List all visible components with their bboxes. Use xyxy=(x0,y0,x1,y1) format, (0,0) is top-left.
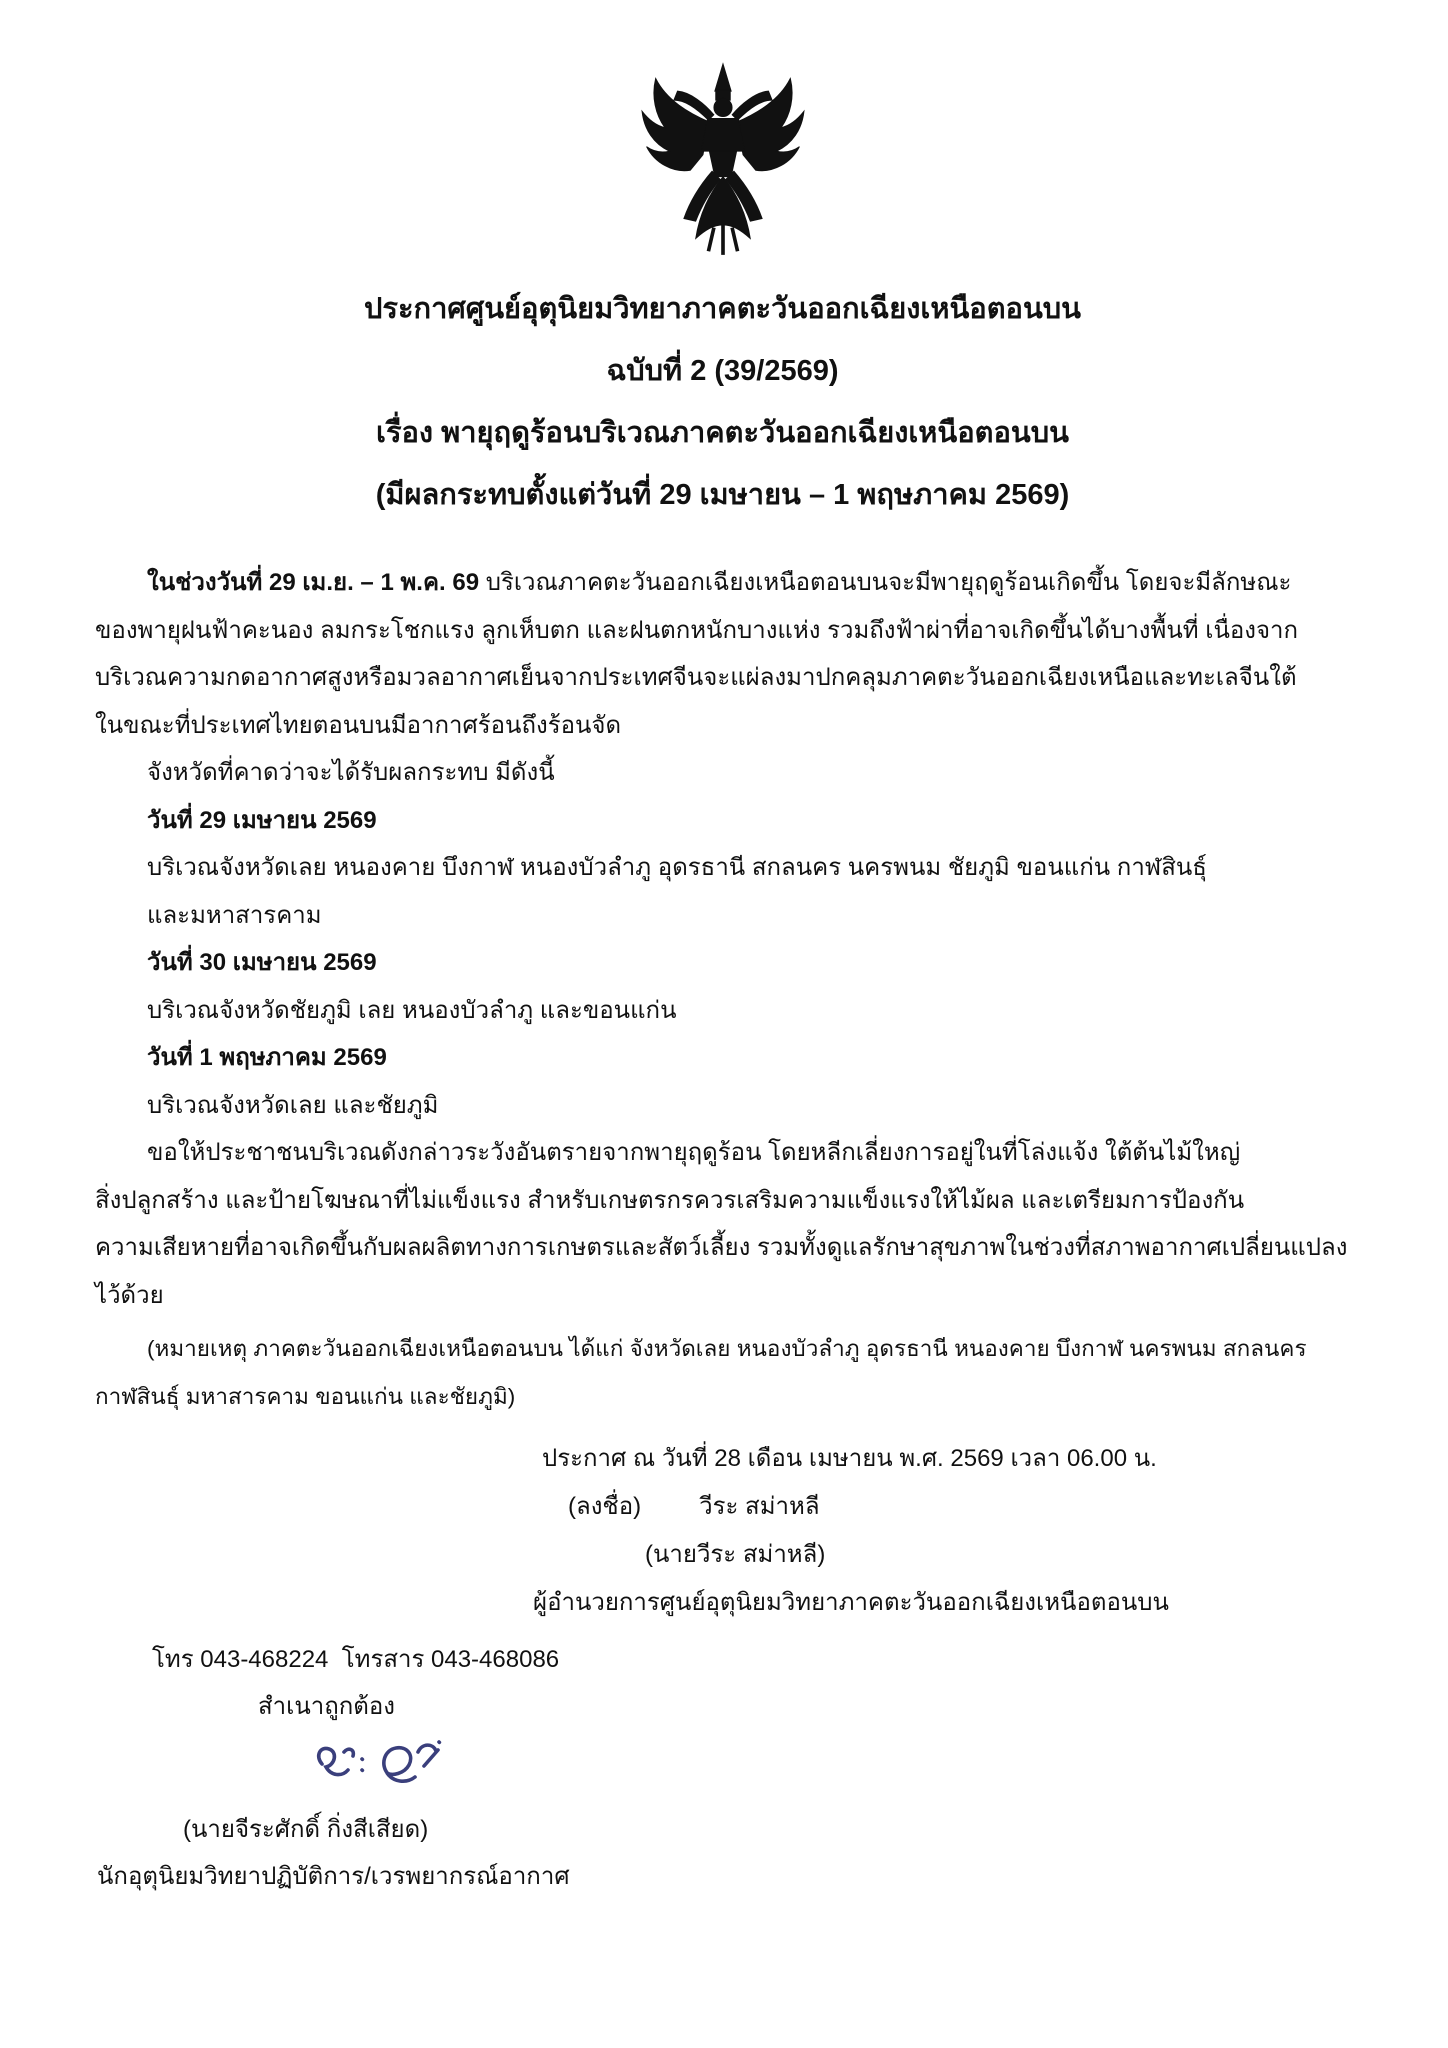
day2-heading: วันที่ 30 เมษายน 2569 xyxy=(147,949,377,976)
certifier-signature xyxy=(300,1734,460,1806)
signer-title: ผู้อำนวยการศูนย์อุตุนิยมวิทยาภาคตะวันออกเฉียงเหนือตอนบน xyxy=(533,1589,1169,1616)
paragraph1-date-range: ในช่วงวันที่ 29 เม.ย. – 1 พ.ค. 69 xyxy=(147,569,480,596)
signer-name: วีระ สม่าหลี xyxy=(699,1493,820,1520)
day1-heading: วันที่ 29 เมษายน 2569 xyxy=(147,806,377,834)
footer-block xyxy=(95,1636,1350,1900)
note-block xyxy=(95,1325,1350,1420)
certifier-title: นักอุตุนิยมวิทยาปฏิบัติการ/เวรพยากรณ์อากาศ xyxy=(97,1863,570,1890)
paragraph1-line-4: ในขณะที่ประเทศไทยตอนบนมีอากาศร้อนถึงร้อนจัด xyxy=(95,711,622,739)
title-line-4: (มีผลกระทบตั้งแต่วันที่ 29 เมษายน – 1 พฤษภาคม 2569) xyxy=(375,479,1070,511)
impact-intro: จังหวัดที่คาดว่าจะได้รับผลกระทบ มีดังนี้ xyxy=(147,759,555,786)
day3-heading: วันที่ 1 พฤษภาคม 2569 xyxy=(147,1044,387,1071)
title-line-2: ฉบับที่ 2 (39/2569) xyxy=(606,355,839,387)
day1-provinces-line-2: และมหาสารคาม xyxy=(147,901,322,929)
signer-name-paren: (นายวีระ สม่าหลี) xyxy=(645,1541,826,1568)
announcement-date-line: ประกาศ ณ วันที่ 28 เดือน เมษายน พ.ศ. 2569 เวลา 06.00 น. xyxy=(542,1445,1157,1472)
signed-line xyxy=(568,1483,1350,1531)
note-line-2: กาฬสินธุ์ มหาสารคาม ขอนแก่น และชัยภูมิ) xyxy=(95,1383,516,1409)
contact-line: โทร 043-468224 โทรสาร 043-468086 xyxy=(152,1646,560,1673)
paragraph2-line-3: ความเสียหายที่อาจเกิดขึ้นกับผลผลิตทางการเกษตรและสัตว์เลี้ยง รวมทั้งดูแลรักษาสุขภาพในช่วงที่สภาพอากาศเปลี่ยนแปลง xyxy=(95,1234,1348,1261)
day2-provinces: บริเวณจังหวัดชัยภูมิ เลย หนองบัวลำภู และขอนแก่น xyxy=(147,996,677,1024)
title-block xyxy=(95,278,1350,526)
paragraph2-line-4: ไว้ด้วย xyxy=(95,1281,164,1309)
paragraph2-line-1: ขอให้ประชาชนบริเวณดังกล่าวระวังอันตรายจากพายุฤดูร้อน โดยหลีกเลี่ยงการอยู่ในที่โล่งแจ้ง ใต้ต้นไม้ใหญ่ xyxy=(147,1139,1241,1166)
day3-provinces: บริเวณจังหวัดเลย และชัยภูมิ xyxy=(147,1091,439,1119)
paragraph1-line-1 xyxy=(95,559,1350,607)
title-line-1: ประกาศศูนย์อุตุนิยมวิทยาภาคตะวันออกเฉียงเหนือตอนบน xyxy=(364,293,1081,325)
paragraph1-line-1-rest: บริเวณภาคตะวันออกเฉียงเหนือตอนบนจะมีพายุฤดูร้อนเกิดขึ้น โดยจะมีลักษณะ xyxy=(479,569,1292,596)
certifier-name-paren: (นายจีระศักดิ์ กิ่งสีเสียด) xyxy=(183,1816,429,1843)
sign-off-block xyxy=(95,1435,1350,1627)
body-text xyxy=(95,559,1350,1319)
signed-label: (ลงชื่อ) xyxy=(568,1493,642,1520)
paragraph2-line-2: สิ่งปลูกสร้าง และป้ายโฆษณาที่ไม่แข็งแรง สำหรับเกษตรกรควรเสริมความแข็งแรงให้ไม้ผล และเตรียมการป้องกัน xyxy=(95,1186,1245,1214)
garuda-emblem-icon xyxy=(632,60,814,266)
paragraph1-line-2: ของพายุฝนฟ้าคะนอง ลมกระโชกแรง ลูกเห็บตก และฝนตกหนักบางแห่ง รวมถึงฟ้าผ่าที่อาจเกิดขึ้นได้บางพื้นที่ เนื่องจาก xyxy=(95,616,1299,644)
paragraph1-line-3: บริเวณความกดอากาศสูงหรือมวลอากาศเย็นจากประเทศจีนจะแผ่ลงมาปกคลุมภาคตะวันออกเฉียงเหนือและทะเลจีนใต้ xyxy=(95,664,1297,691)
certified-copy-label: สำเนาถูกต้อง xyxy=(258,1693,395,1720)
note-line-1: (หมายเหตุ ภาคตะวันออกเฉียงเหนือตอนบน ได้แก่ จังหวัดเลย หนองบัวลำภู อุดรธานี หนองคาย บึงกาฬ นครพนม สกลนคร xyxy=(147,1336,1307,1361)
day1-provinces-line-1: บริเวณจังหวัดเลย หนองคาย บึงกาฬ หนองบัวลำภู อุดรธานี สกลนคร นครพนม ชัยภูมิ ขอนแก่น กาฬสินธุ์ xyxy=(147,854,1207,881)
title-line-3: เรื่อง พายุฤดูร้อนบริเวณภาคตะวันออกเฉียงเหนือตอนบน xyxy=(376,417,1069,449)
